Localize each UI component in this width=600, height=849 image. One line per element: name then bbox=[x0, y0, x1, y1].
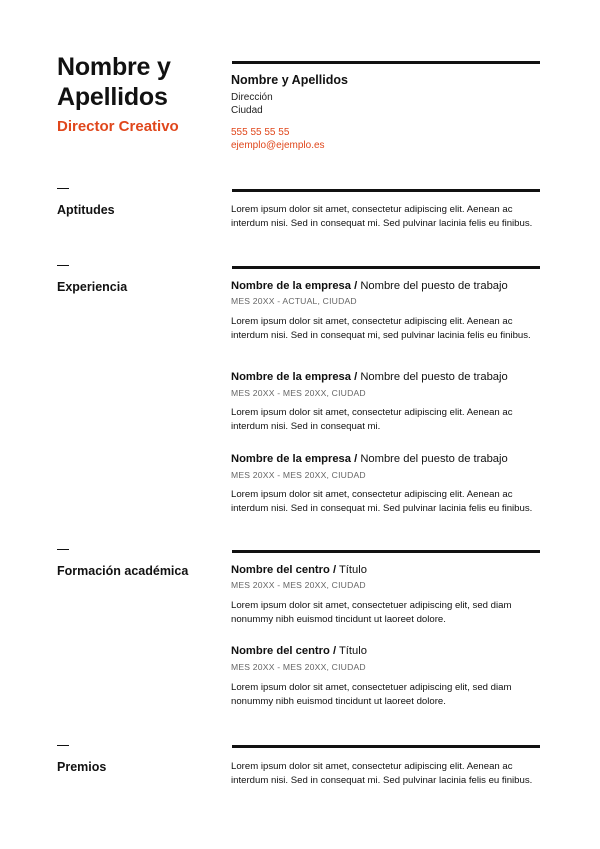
section-label-experience: Experiencia bbox=[57, 280, 128, 294]
education-item-heading bbox=[231, 645, 367, 657]
contact-city: Ciudad bbox=[231, 105, 263, 116]
position-name: Nombre del puesto de trabajo bbox=[360, 280, 508, 292]
position-name: Nombre del puesto de trabajo bbox=[360, 453, 508, 465]
section-dash bbox=[57, 745, 69, 746]
experience-item-text: Lorem ipsum dolor sit amet, consectetur adipiscing elit. Aenean ac interdum nisi. Sed in consequat mi. Sed pulvinar lacinia felis eu finibus. bbox=[231, 489, 533, 515]
school-name: Nombre del centro / bbox=[231, 645, 337, 657]
contact-email: ejemplo@ejemplo.es bbox=[231, 140, 325, 151]
experience-item-dates: MES 20XX - ACTUAL, CIUDAD bbox=[231, 296, 357, 306]
section-label-awards: Premios bbox=[57, 760, 107, 774]
education-item-dates: MES 20XX - MES 20XX, CIUDAD bbox=[231, 580, 366, 590]
experience-item-dates: MES 20XX - MES 20XX, CIUDAD bbox=[231, 388, 366, 398]
degree-name: Título bbox=[338, 645, 367, 657]
company-name: Nombre de la empresa / bbox=[231, 371, 358, 383]
position-name: Nombre del puesto de trabajo bbox=[360, 371, 508, 383]
section-label-skills: Aptitudes bbox=[57, 203, 115, 217]
section-dash bbox=[57, 265, 69, 266]
awards-text: Lorem ipsum dolor sit amet, consectetur adipiscing elit. Aenean ac interdum nisi. Sed in consequat mi. Sed pulvinar lacinia felis eu finibus. bbox=[231, 761, 533, 787]
contact-address: Dirección bbox=[231, 92, 273, 103]
section-divider bbox=[232, 550, 540, 553]
section-dash bbox=[57, 188, 69, 189]
header-divider bbox=[232, 61, 540, 64]
company-name: Nombre de la empresa / bbox=[231, 453, 358, 465]
school-name: Nombre del centro / bbox=[231, 564, 337, 576]
contact-phone: 555 55 55 55 bbox=[231, 127, 290, 138]
resume-name-heading: Nombre y Apellidos bbox=[57, 53, 171, 111]
skills-text: Lorem ipsum dolor sit amet, consectetur adipiscing elit. Aenean ac interdum nisi. Sed in consequat mi. Sed pulvinar lacinia felis eu finibus. bbox=[231, 204, 533, 230]
section-label-education: Formación académica bbox=[57, 564, 189, 578]
section-divider bbox=[232, 189, 540, 192]
company-name: Nombre de la empresa / bbox=[231, 280, 358, 292]
degree-name: Título bbox=[338, 564, 367, 576]
section-dash bbox=[57, 549, 69, 550]
job-title: Director Creativo bbox=[57, 118, 179, 135]
section-divider bbox=[232, 745, 540, 748]
experience-item-text: Lorem ipsum dolor sit amet, consectetur adipiscing elit. Aenean ac interdum nisi. Sed in consequat mi, sed pulvinar lacinia felis eu finibus. bbox=[231, 316, 531, 342]
experience-item-heading bbox=[231, 280, 508, 292]
experience-item-heading bbox=[231, 371, 508, 383]
education-item-dates: MES 20XX - MES 20XX, CIUDAD bbox=[231, 662, 366, 672]
education-item-text: Lorem ipsum dolor sit amet, consectetuer adipiscing elit, sed diam nonummy nibh euismod tincidunt ut laoreet dolore. bbox=[231, 600, 512, 626]
section-divider bbox=[232, 266, 540, 269]
experience-item-dates: MES 20XX - MES 20XX, CIUDAD bbox=[231, 470, 366, 480]
education-item-text: Lorem ipsum dolor sit amet, consectetuer adipiscing elit, sed diam nonummy nibh euismod tincidunt ut laoreet dolore. bbox=[231, 682, 512, 708]
contact-name: Nombre y Apellidos bbox=[231, 73, 348, 87]
education-item-heading bbox=[231, 564, 367, 576]
experience-item-text: Lorem ipsum dolor sit amet, consectetur adipiscing elit. Aenean ac interdum nisi. Sed in consequat mi. bbox=[231, 407, 513, 433]
experience-item-heading bbox=[231, 453, 508, 465]
